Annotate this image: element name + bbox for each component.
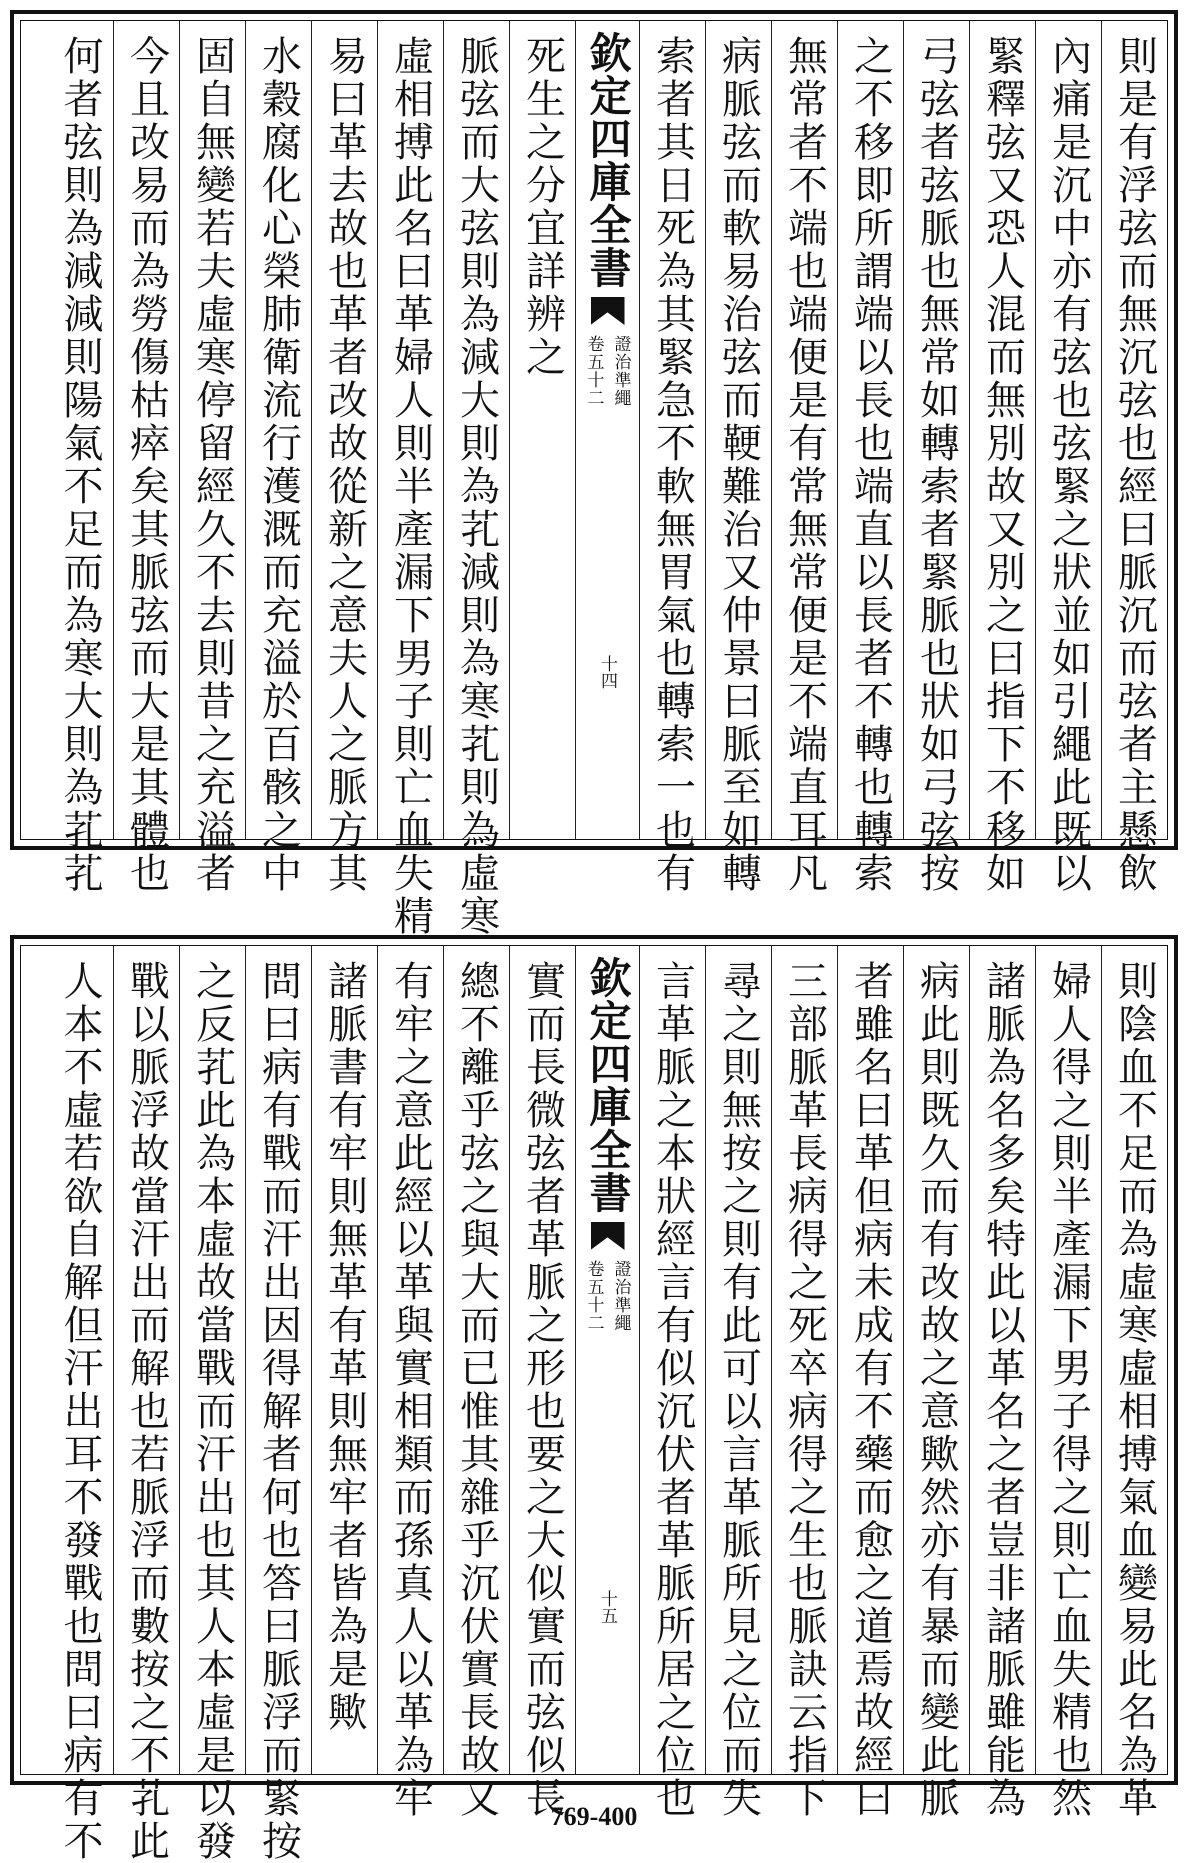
text-column <box>443 946 509 1820</box>
column-text: 問曰病有戰而汗出因得解者何也答曰脈浮而緊按 <box>255 960 302 1863</box>
column-text: 尋之則無按之則有此可以言革脈所見之位而失 <box>715 960 762 1820</box>
column-text: 則是有浮弦而無沉弦也經曰脈沉而弦者主懸飲 <box>1111 35 1158 895</box>
text-column <box>969 946 1035 1820</box>
book-info <box>582 335 634 407</box>
text-column <box>771 946 837 1820</box>
text-column <box>113 946 179 1863</box>
text-column <box>903 21 969 895</box>
book-info <box>582 1260 634 1332</box>
column-text: 死生之分宜詳辨之 <box>519 35 566 379</box>
column-text: 弓弦者弦脈也無常如轉索者緊脈也狀如弓弦按 <box>913 35 960 895</box>
library-title: 欽定四庫全書 <box>583 956 633 1214</box>
text-column <box>509 21 575 839</box>
column-text: 虛相搏此名曰革婦人則半產漏下男子則亡血失精 <box>387 35 434 938</box>
column-text: 總不離乎弦之與大而已惟其雜乎沉伏實長故又 <box>453 960 500 1820</box>
text-column <box>639 946 705 1820</box>
text-column <box>311 21 377 895</box>
text-column <box>837 21 903 895</box>
text-column <box>245 21 311 895</box>
book-title: 證治準繩 <box>610 335 631 407</box>
text-column <box>311 946 377 1774</box>
column-text: 索者其日死為其緊急不軟無胃氣也轉索一也有 <box>649 35 696 895</box>
center-header-column <box>575 946 639 1774</box>
text-column <box>969 21 1035 895</box>
text-column <box>1101 21 1167 895</box>
column-text: 諸脈書有牢則無革有革則無牢者皆為是歟 <box>321 960 368 1734</box>
column-text: 易曰革去故也革者改故從新之意夫人之脈方其 <box>321 35 368 895</box>
text-column <box>1035 946 1101 1820</box>
fishtail-mark-icon <box>591 297 625 325</box>
column-text: 病脈弦而軟易治弦而鞕難治又仲景曰脈至如轉 <box>715 35 762 895</box>
column-text: 何者弦則為減減則陽氣不足而為寒大則為芤芤 <box>57 35 103 895</box>
book-title: 證治準繩 <box>610 1260 631 1332</box>
column-text: 則陰血不足而為虛寒虛相搏氣血變易此名為革 <box>1111 960 1158 1820</box>
folio-number: 十五 <box>597 1590 617 1624</box>
column-text: 諸脈為名多矣特此以革名之者豈非諸脈雖能為 <box>979 960 1026 1820</box>
text-column <box>705 946 771 1820</box>
text-column <box>179 946 245 1863</box>
column-text: 脈弦而大弦則為減大則為芤減則為寒芤則為虛寒 <box>453 35 500 938</box>
text-column <box>377 946 443 1820</box>
text-column <box>639 21 705 895</box>
column-text: 言革脈之本狀經言有似沉伏者革脈所居之位也 <box>649 960 696 1820</box>
text-column <box>771 21 837 895</box>
column-text: 婦人得之則半產漏下男子得之則亡血失精也然 <box>1045 960 1092 1820</box>
column-text: 固自無變若夫虛寒停留經久不去則昔之充溢者 <box>189 35 236 895</box>
top-page-columns <box>21 21 1167 938</box>
center-header-column <box>575 21 639 839</box>
column-text: 之反芤此為本虛故當戰而汗出也其人本虛是以發 <box>189 960 236 1863</box>
column-text: 戰以脈浮故當汗出而解也若脈浮而數按之不芤此 <box>123 960 170 1863</box>
text-column <box>1101 946 1167 1820</box>
volume-label: 卷五十二 <box>583 1260 604 1332</box>
column-text: 實而長微弦者革脈之形也要之大似實而弦似長 <box>519 960 566 1820</box>
text-column <box>47 21 113 895</box>
text-column <box>1035 21 1101 895</box>
library-title: 欽定四庫全書 <box>583 31 633 289</box>
plate-number: 769-400 <box>550 1802 638 1831</box>
column-text: 水穀腐化心榮肺衛流行濩溉而充溢於百骸之中 <box>255 35 302 895</box>
column-text: 三部脈革長病得之死卒病得之生也脈訣云指下 <box>781 960 828 1820</box>
column-text: 之不移即所謂端以長也端直以長者不轉也轉索 <box>847 35 894 895</box>
top-page <box>10 10 1178 938</box>
column-text: 病此則既久而有改故之意歟然亦有暴而變此脈 <box>913 960 960 1820</box>
text-column <box>705 21 771 895</box>
text-column <box>47 946 113 1863</box>
column-text: 今且改易而為勞傷枯瘁矣其脈弦而大是其體也 <box>123 35 170 895</box>
text-column <box>903 946 969 1820</box>
fishtail-mark-icon <box>591 1222 625 1250</box>
volume-label: 卷五十二 <box>583 335 604 407</box>
column-text: 者雖名曰革但病未成有不藥而愈之道焉故經曰 <box>847 960 894 1820</box>
column-text: 緊釋弦又恐人混而無別故又別之曰指下不移如 <box>979 35 1026 895</box>
text-column <box>179 21 245 895</box>
text-column <box>245 946 311 1863</box>
column-text: 人本不虛若欲自解但汗出耳不發戰也問曰病有不 <box>57 960 103 1863</box>
text-column <box>113 21 179 895</box>
folio-number: 十四 <box>597 655 617 689</box>
column-text: 無常者不端也端便是有常無常便是不端直耳凡 <box>781 35 828 895</box>
text-column <box>837 946 903 1820</box>
text-column <box>377 21 443 938</box>
column-text: 有牢之意此經以革與實相類而孫真人以革為牢 <box>387 960 434 1820</box>
text-column <box>509 946 575 1820</box>
text-column <box>443 21 509 938</box>
top-page-frame <box>20 20 1168 938</box>
column-text: 內痛是沉中亦有弦也弦緊之狀並如引繩此既以 <box>1045 35 1092 895</box>
